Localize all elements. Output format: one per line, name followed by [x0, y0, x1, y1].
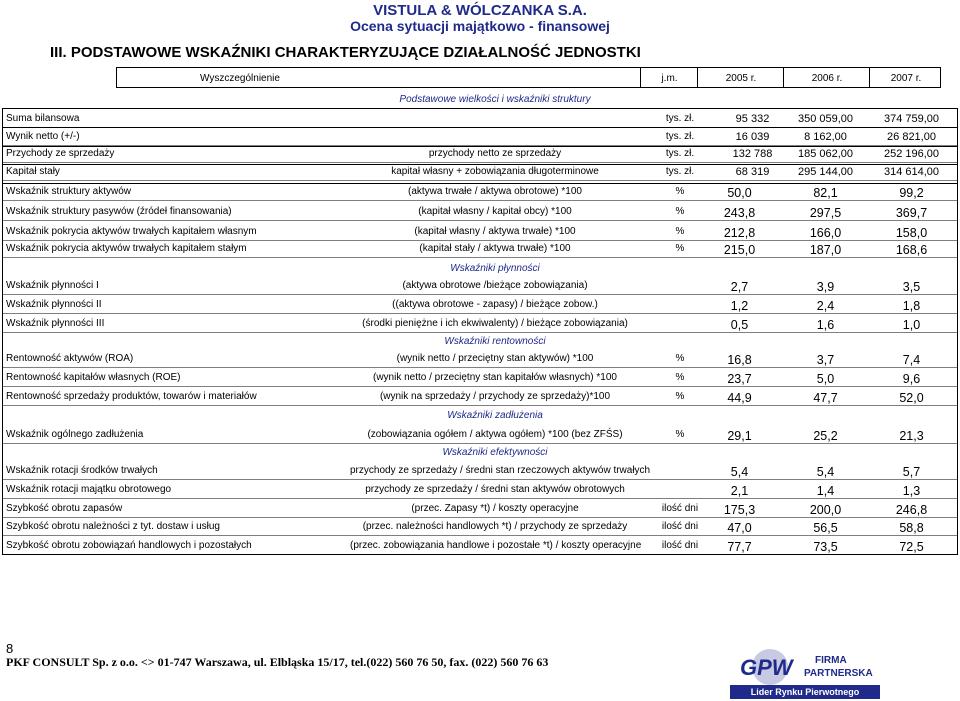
column-header-2007: 2007 r.	[890, 73, 922, 84]
value-2005: 16 039	[735, 131, 770, 143]
value-2005: 68 319	[735, 166, 770, 178]
indicator-name: Wynik netto (+/-)	[6, 131, 80, 142]
indicator-formula: (wynik na sprzedaży / przychody ze sprzedaży)*100	[379, 391, 611, 402]
indicator-formula: ((aktywa obrotowe - zapasy) / bieżące zobow.)	[392, 299, 598, 310]
column-header-2006: 2006 r.	[811, 73, 843, 84]
value-2005: 16,8	[727, 353, 752, 367]
value-2007: 99,2	[899, 186, 924, 200]
indicator-name: Kapitał stały	[6, 166, 60, 177]
value-2007: 26 821,00	[887, 131, 936, 143]
value-2006: 82,1	[813, 186, 838, 200]
value-2007: 1,3	[902, 484, 921, 498]
indicator-unit: tys. zł.	[665, 131, 695, 142]
value-2007: 1,8	[902, 299, 921, 313]
indicator-formula: (kapitał własny / aktywa trwałe) *100	[414, 226, 576, 237]
value-2005: 29,1	[727, 429, 752, 443]
company-name: VISTULA & WÓLCZANKA S.A.	[373, 2, 587, 19]
value-2006: 5,0	[816, 372, 835, 386]
indicator-formula: kapitał własny + zobowiązania długoterminowe	[391, 166, 599, 177]
value-2005: 47,0	[727, 521, 752, 535]
value-2005: 44,9	[727, 391, 752, 405]
value-2007: 314 614,00	[883, 166, 940, 178]
value-2006: 295 144,00	[797, 166, 854, 178]
value-2007: 9,6	[902, 372, 921, 386]
value-2006: 73,5	[813, 540, 838, 554]
value-2006: 350 059,00	[797, 113, 854, 125]
value-2007: 52,0	[899, 391, 924, 405]
indicator-name: Wskaźnik struktury aktywów	[6, 186, 132, 197]
value-2007: 21,3	[899, 429, 924, 443]
value-2005: 50,0	[727, 186, 752, 200]
value-2006: 185 062,00	[797, 148, 854, 160]
value-2007: 72,5	[899, 540, 924, 554]
indicator-name: Wskaźnik pokrycia aktywów trwałych kapitałem własnym	[6, 226, 257, 237]
value-2006: 3,7	[816, 353, 835, 367]
indicator-name: Rentowność sprzedaży produktów, towarów i materiałów	[6, 391, 257, 402]
category-heading: Wskaźniki płynności	[450, 263, 540, 274]
indicator-formula: (zobowiązania ogółem / aktywa ogółem) *100 (bez ZFŚS)	[367, 429, 623, 440]
value-2006: 47,7	[813, 391, 838, 405]
indicator-formula: (aktywa trwałe / aktywa obrotowe) *100	[408, 186, 582, 197]
value-2006: 5,4	[816, 465, 835, 479]
page-number: 8	[6, 641, 14, 656]
indicator-unit: tys. zł.	[665, 148, 695, 159]
indicator-unit: ilość dni	[661, 540, 699, 551]
value-2007: 1,0	[902, 318, 921, 332]
category-heading: Wskaźniki zadłużenia	[447, 410, 543, 421]
indicator-unit: %	[675, 243, 685, 254]
value-2007: 7,4	[902, 353, 921, 367]
indicator-name: Wskaźnik struktury pasywów (źródeł finansowania)	[6, 206, 232, 217]
indicator-unit: %	[675, 186, 685, 197]
value-2006: 297,5	[809, 206, 842, 220]
indicator-name: Szybkość obrotu zapasów	[6, 503, 123, 514]
indicator-name: Wskaźnik płynności III	[6, 318, 105, 329]
indicator-name: Wskaźnik płynności I	[6, 280, 99, 291]
indicator-formula: przychody netto ze sprzedaży	[428, 148, 562, 159]
value-2006: 200,0	[809, 503, 842, 517]
indicator-name: Przychody ze sprzedaży	[6, 148, 115, 159]
value-2007: 168,6	[895, 243, 928, 257]
indicator-name: Wskaźnik rotacji środków trwałych	[6, 465, 158, 476]
indicator-name: Wskaźnik rotacji majątku obrotowego	[6, 484, 172, 495]
category-heading: Podstawowe wielkości i wskaźniki struktury	[399, 94, 591, 105]
indicator-name: Rentowność aktywów (ROA)	[6, 353, 134, 364]
report-header	[0, 0, 960, 36]
value-2006: 187,0	[809, 243, 842, 257]
value-2005: 77,7	[727, 540, 752, 554]
indicator-formula: (wynik netto / przeciętny stan kapitałów własnych) *100	[372, 372, 617, 383]
value-2005: 212,8	[723, 226, 756, 240]
value-2006: 25,2	[813, 429, 838, 443]
category-heading: Wskaźniki efektywności	[442, 447, 548, 458]
value-2005: 23,7	[727, 372, 752, 386]
value-2007: 374 759,00	[883, 113, 940, 125]
logo-line1: FIRMA	[815, 655, 847, 666]
indicator-unit: %	[675, 353, 685, 364]
indicator-unit: %	[675, 206, 685, 217]
logo-mark: GPW	[740, 655, 793, 680]
value-2005: 5,4	[730, 465, 749, 479]
value-2005: 2,7	[730, 280, 749, 294]
indicator-name: Rentowność kapitałów własnych (ROE)	[6, 372, 181, 383]
value-2005: 243,8	[723, 206, 756, 220]
value-2006: 1,4	[816, 484, 835, 498]
indicator-formula: (kapitał stały / aktywa trwałe) *100	[419, 243, 571, 254]
indicator-name: Wskaźnik ogólnego zadłużenia	[6, 429, 144, 440]
indicator-name: Wskaźnik pokrycia aktywów trwałych kapitałem stałym	[6, 243, 247, 254]
logo-line2: PARTNERSKA	[804, 668, 873, 679]
indicator-formula: (przec. Zapasy *t) / koszty operacyjne	[411, 503, 579, 514]
report-subtitle: Ocena sytuacji majątkowo - finansowej	[350, 18, 610, 34]
value-2007: 58,8	[899, 521, 924, 535]
indicator-formula: (środki pieniężne i ich ekwiwalenty) / bieżące zobowiązania)	[362, 318, 628, 329]
value-2007: 252 196,00	[883, 148, 940, 160]
value-2006: 56,5	[813, 521, 838, 535]
indicator-unit: ilość dni	[661, 521, 699, 532]
value-2006: 1,6	[816, 318, 835, 332]
value-2005: 2,1	[730, 484, 749, 498]
indicator-formula: (aktywa obrotowe /bieżące zobowiązania)	[402, 280, 588, 291]
value-2007: 3,5	[902, 280, 921, 294]
indicator-unit: %	[675, 429, 685, 440]
value-2006: 166,0	[809, 226, 842, 240]
value-2005: 95 332	[735, 113, 770, 125]
indicator-name: Suma bilansowa	[6, 113, 80, 124]
indicator-formula: (wynik netto / przeciętny stan aktywów) *100	[396, 353, 594, 364]
value-2005: 175,3	[723, 503, 756, 517]
value-2005: 1,2	[730, 299, 749, 313]
indicator-unit: %	[675, 391, 685, 402]
column-header-unit: j.m.	[661, 73, 678, 84]
value-2007: 158,0	[895, 226, 928, 240]
indicator-formula: (przec. zobowiązania handlowe i pozostałe *t) / koszty operacyjne	[350, 540, 642, 551]
indicator-unit: ilość dni	[661, 503, 699, 514]
value-2007: 5,7	[902, 465, 921, 479]
value-2005: 215,0	[723, 243, 756, 257]
value-2005: 132 788	[732, 148, 773, 160]
indicator-formula: przychody ze sprzedaży / średni stan aktywów obrotowych	[365, 484, 625, 495]
indicator-unit: tys. zł.	[665, 166, 695, 177]
value-2006: 3,9	[816, 280, 835, 294]
indicator-formula: przychody ze sprzedaży / średni stan rzeczowych aktywów trwałych	[350, 465, 651, 476]
value-2006: 8 162,00	[804, 131, 847, 143]
logo-tagline: Lider Rynku Pierwotnego	[750, 687, 860, 697]
indicator-unit: tys. zł.	[665, 113, 695, 124]
indicator-name: Szybkość obrotu zobowiązań handlowych i pozostałych	[6, 540, 252, 551]
indicator-name: Szybkość obrotu należności z tyt. dostaw i usług	[6, 521, 220, 532]
value-2006: 2,4	[816, 299, 835, 313]
indicator-unit: %	[675, 226, 685, 237]
gpw-partner-logo	[730, 645, 880, 700]
value-2005: 0,5	[730, 318, 749, 332]
indicator-unit: %	[675, 372, 685, 383]
section-title: III. PODSTAWOWE WSKAŹNIKI CHARAKTERYZUJĄCE DZIAŁALNOŚĆ JEDNOSTKI	[50, 44, 641, 61]
footer-contact: PKF CONSULT Sp. z o.o. <> 01-747 Warszawa, ul. Elbląska 15/17, tel.(022) 560 76 50, fax. (022) 560 76 63	[6, 655, 549, 669]
value-2007: 369,7	[895, 206, 928, 220]
indicator-formula: (kapitał własny / kapitał obcy) *100	[418, 206, 572, 217]
category-heading: Wskaźniki rentowności	[444, 336, 546, 347]
value-2007: 246,8	[895, 503, 928, 517]
column-header-name: Wyszczególnienie	[200, 73, 280, 84]
indicator-name: Wskaźnik płynności II	[6, 299, 102, 310]
column-header-2005: 2005 r.	[725, 73, 757, 84]
indicator-formula: (przec. należności handlowych *t) / przychody ze sprzedaży	[362, 521, 628, 532]
